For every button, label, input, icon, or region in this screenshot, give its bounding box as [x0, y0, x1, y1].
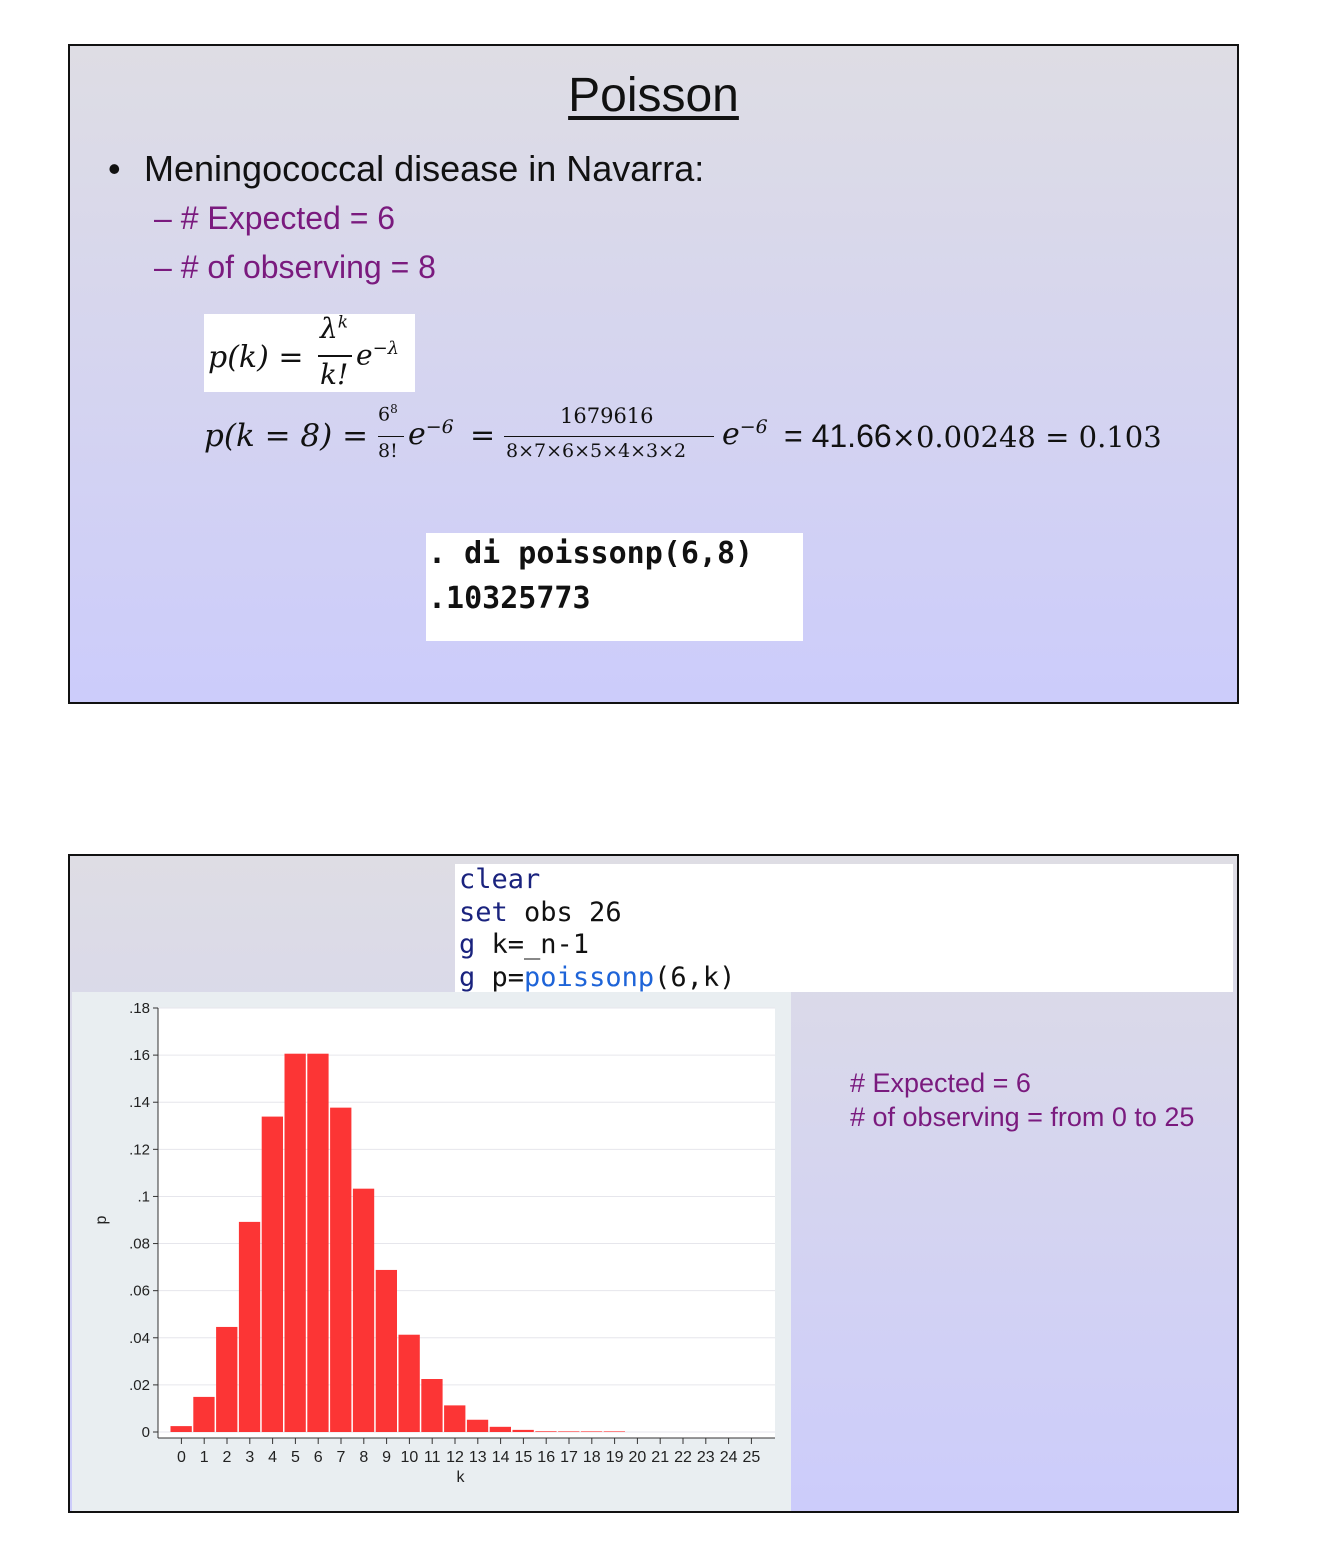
formula-fraction-bar [318, 355, 352, 357]
y-tick-label: .06 [129, 1282, 150, 1300]
bullet-dot-icon: • [108, 148, 121, 189]
x-tick-label: 22 [674, 1449, 692, 1466]
bar [513, 1430, 534, 1432]
x-tick-label: 13 [468, 1449, 487, 1466]
y-tick-label: .12 [129, 1141, 150, 1159]
formula-exponential: $e^{-\lambda}$ [356, 338, 400, 372]
formula-lhs: p(k) = [208, 340, 304, 375]
stata-code-box [455, 864, 1233, 992]
formula-numerator: $\lambda^k$ [320, 312, 349, 345]
bullet-item [108, 148, 704, 190]
calc-lhs: p(k = 8) = [204, 418, 369, 454]
sub-item-observed: – # of observing = 8 [154, 249, 436, 285]
bar [239, 1222, 260, 1432]
x-tick-label: 19 [605, 1449, 624, 1466]
x-tick-label: 16 [537, 1449, 556, 1466]
bar [490, 1427, 511, 1432]
code-line: g p=poissonp(6,k) [459, 961, 736, 993]
bar [535, 1431, 556, 1432]
y-tick-label: .14 [129, 1094, 150, 1112]
calculation-line [204, 402, 1204, 472]
x-tick-label: 1 [199, 1449, 209, 1466]
bar [604, 1431, 625, 1432]
x-tick-label: 20 [628, 1449, 647, 1466]
calc-exp1: $e^{-6}$ [408, 416, 454, 452]
y-axis-label: p [93, 1215, 110, 1225]
x-tick-label: 10 [400, 1449, 419, 1466]
sub-item-expected: – # Expected = 6 [154, 200, 396, 236]
x-tick-label: 9 [382, 1449, 392, 1466]
bar [353, 1189, 374, 1432]
calc-frac1-bar [378, 436, 404, 437]
x-tick-label: 5 [290, 1449, 300, 1466]
code-line: g k=_n-1 [459, 929, 590, 960]
y-tick-label: .02 [129, 1376, 150, 1394]
bar [421, 1379, 442, 1432]
code-line: set obs 26 [459, 896, 622, 928]
y-tick-label: .1 [137, 1188, 150, 1206]
calc-frac1-numerator: $6^8$ [378, 402, 398, 426]
x-tick-label: 3 [245, 1449, 255, 1466]
x-tick-label: 15 [514, 1449, 533, 1466]
slide-poisson-distribution [68, 854, 1239, 1513]
calc-frac2-denominator: 8×7×6×5×4×3×2 [506, 440, 687, 462]
bar [216, 1327, 237, 1432]
x-tick-label: 24 [719, 1449, 738, 1466]
calc-equals: = [470, 418, 496, 453]
formula-denominator: k! [320, 358, 349, 391]
x-tick-label: 25 [742, 1449, 761, 1466]
bar [193, 1397, 214, 1432]
bar [171, 1426, 192, 1432]
y-tick-label: 0 [141, 1424, 150, 1441]
note-expected: # Expected = 6 [850, 1068, 1031, 1098]
x-tick-label: 23 [696, 1449, 715, 1466]
calc-frac2-numerator: 1679616 [560, 404, 654, 428]
bar [307, 1054, 328, 1432]
calc-result: = 41.66×0.00248 = 0.103 [784, 418, 1162, 454]
x-tick-label: 6 [313, 1449, 323, 1466]
note-observing: # of observing = from 0 to 25 [850, 1102, 1195, 1132]
calc-frac2-bar [504, 436, 714, 437]
poisson-bar-chart [72, 992, 791, 1511]
y-tick-label: .04 [129, 1329, 150, 1347]
bar [581, 1431, 602, 1432]
calc-frac1-denominator: 8! [378, 440, 398, 462]
graph-panel [72, 992, 791, 1511]
y-tick-label: .18 [129, 1000, 150, 1017]
stata-result: .10325773 [428, 581, 591, 616]
bullet-text: Meningococcal disease in Navarra: [144, 148, 705, 189]
x-tick-label: 2 [222, 1449, 232, 1466]
stata-command: . di poissonp(6,8) [428, 536, 754, 571]
slide-title: Poisson [568, 69, 739, 122]
x-tick-label: 0 [176, 1449, 186, 1466]
code-line: clear [459, 864, 541, 895]
x-tick-label: 8 [359, 1449, 369, 1466]
x-tick-label: 7 [336, 1449, 346, 1466]
x-tick-label: 18 [582, 1449, 601, 1466]
bar [285, 1054, 306, 1432]
slide-poisson-formula [68, 44, 1239, 704]
x-tick-label: 17 [560, 1449, 578, 1466]
bar [558, 1431, 579, 1432]
x-tick-label: 14 [491, 1449, 510, 1466]
bar [376, 1270, 397, 1432]
x-tick-label: 12 [446, 1449, 464, 1466]
calc-exp2: $e^{-6}$ [722, 416, 768, 452]
bar [262, 1117, 283, 1432]
x-tick-label: 11 [423, 1449, 441, 1466]
bar [330, 1108, 351, 1432]
bar [399, 1335, 420, 1432]
y-tick-label: .16 [129, 1047, 150, 1065]
x-tick-label: 21 [651, 1449, 670, 1466]
x-tick-label: 4 [268, 1449, 278, 1466]
stata-output-box [426, 533, 803, 641]
bar [467, 1420, 488, 1432]
poisson-formula-box [204, 314, 415, 392]
x-axis-label: k [456, 1469, 465, 1486]
y-tick-label: .08 [129, 1235, 150, 1253]
bar [444, 1405, 465, 1432]
